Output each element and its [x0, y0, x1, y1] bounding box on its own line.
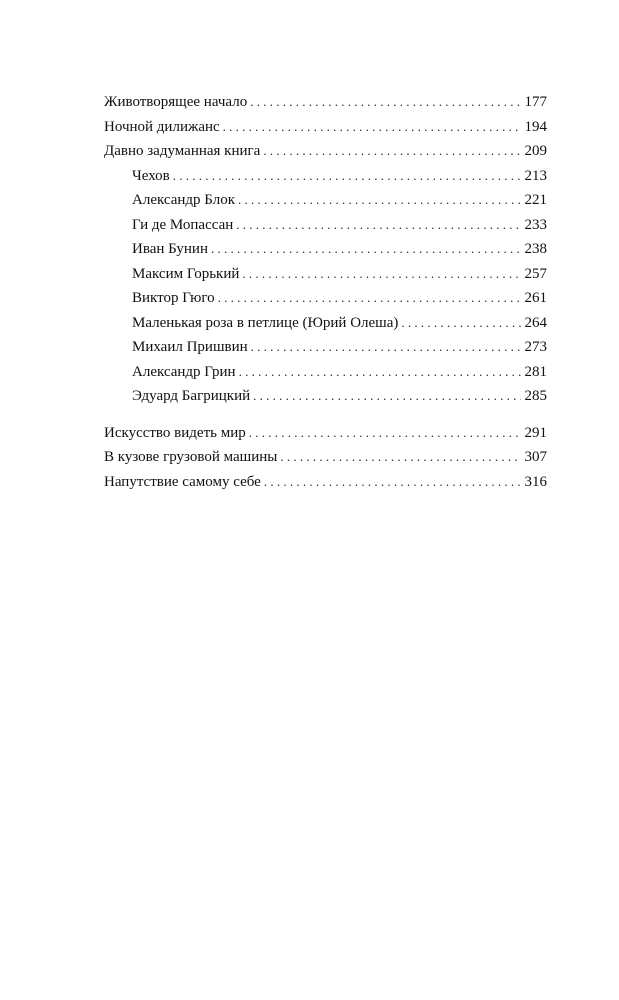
- dot-leader: [264, 470, 521, 495]
- toc-entry-title: Максим Горький: [132, 265, 240, 282]
- dot-leader: [253, 384, 520, 409]
- toc-entry-title: Маленькая роза в петлице (Юрий Олеша): [132, 314, 399, 331]
- toc-entry-page: 233: [524, 216, 547, 233]
- toc-entry-title: Александр Блок: [132, 192, 235, 208]
- toc-subentry[interactable]: [104, 188, 547, 213]
- toc-entry-page: 281: [524, 363, 547, 380]
- toc-entry-title: Виктор Гюго: [132, 290, 215, 306]
- dot-leader: [173, 164, 521, 189]
- dot-leader: [242, 262, 520, 287]
- toc-entry-title: Давно задуманная книга: [104, 143, 261, 159]
- dot-leader: [236, 213, 520, 238]
- dot-leader: [239, 360, 521, 385]
- toc-subentry[interactable]: [104, 237, 547, 262]
- toc-entry[interactable]: [104, 115, 547, 140]
- toc-entry-page: 307: [524, 449, 547, 465]
- toc-entry[interactable]: [104, 421, 547, 446]
- dot-leader: [249, 421, 521, 446]
- dot-leader: [263, 139, 520, 164]
- dot-leader: [280, 445, 520, 470]
- dot-leader: [401, 311, 520, 336]
- toc-subentry[interactable]: [104, 164, 547, 189]
- dot-leader: [238, 188, 521, 213]
- toc-entry-page: 285: [524, 388, 547, 404]
- toc-entry-title: Чехов: [132, 167, 170, 184]
- toc-subentry[interactable]: [104, 262, 547, 287]
- toc-entry-page: 213: [524, 167, 547, 184]
- toc-entry[interactable]: [104, 139, 547, 164]
- toc-entry-title: Александр Грин: [132, 363, 236, 380]
- toc-subentry[interactable]: [104, 213, 547, 238]
- toc-entry-page: 273: [524, 339, 547, 355]
- toc-entry-title: Напутствие самому себе: [104, 473, 261, 490]
- toc-entry-title: В кузове грузовой машины: [104, 449, 278, 465]
- toc-entry-title: Михаил Пришвин: [132, 339, 248, 355]
- toc-entry-page: 257: [524, 265, 547, 282]
- dot-leader: [223, 115, 521, 140]
- toc-entry-title: Искусство видеть мир: [104, 424, 246, 441]
- dot-leader: [218, 286, 521, 311]
- toc-subentry[interactable]: [104, 384, 547, 409]
- toc-entry-page: 209: [524, 143, 547, 159]
- toc-entry-title: Эдуард Багрицкий: [132, 388, 251, 404]
- toc-entry-title: Ночной дилижанс: [104, 118, 220, 135]
- toc-entry-page: 238: [524, 241, 547, 257]
- toc-entry[interactable]: [104, 470, 547, 495]
- toc-entry-title: Ги де Мопассан: [132, 216, 234, 233]
- dot-leader: [251, 335, 521, 360]
- toc-subentry[interactable]: [104, 286, 547, 311]
- toc-entry-title: Иван Бунин: [132, 241, 208, 257]
- toc-entry-page: 291: [524, 424, 547, 441]
- toc-entry[interactable]: [104, 445, 547, 470]
- table-of-contents: [104, 90, 547, 494]
- toc-entry-page: 194: [524, 118, 547, 135]
- toc-entry-page: 261: [524, 290, 547, 306]
- toc-entry-page: 264: [524, 314, 547, 331]
- toc-entry-title: Животворящее начало: [104, 94, 248, 110]
- toc-entry-page: 221: [524, 192, 547, 208]
- toc-entry-page: 177: [524, 94, 547, 110]
- toc-entry[interactable]: [104, 90, 547, 115]
- toc-subentry[interactable]: [104, 311, 547, 336]
- toc-entry-page: 316: [524, 473, 547, 490]
- toc-subentry[interactable]: [104, 360, 547, 385]
- toc-subentry[interactable]: [104, 335, 547, 360]
- dot-leader: [250, 90, 520, 115]
- dot-leader: [211, 237, 521, 262]
